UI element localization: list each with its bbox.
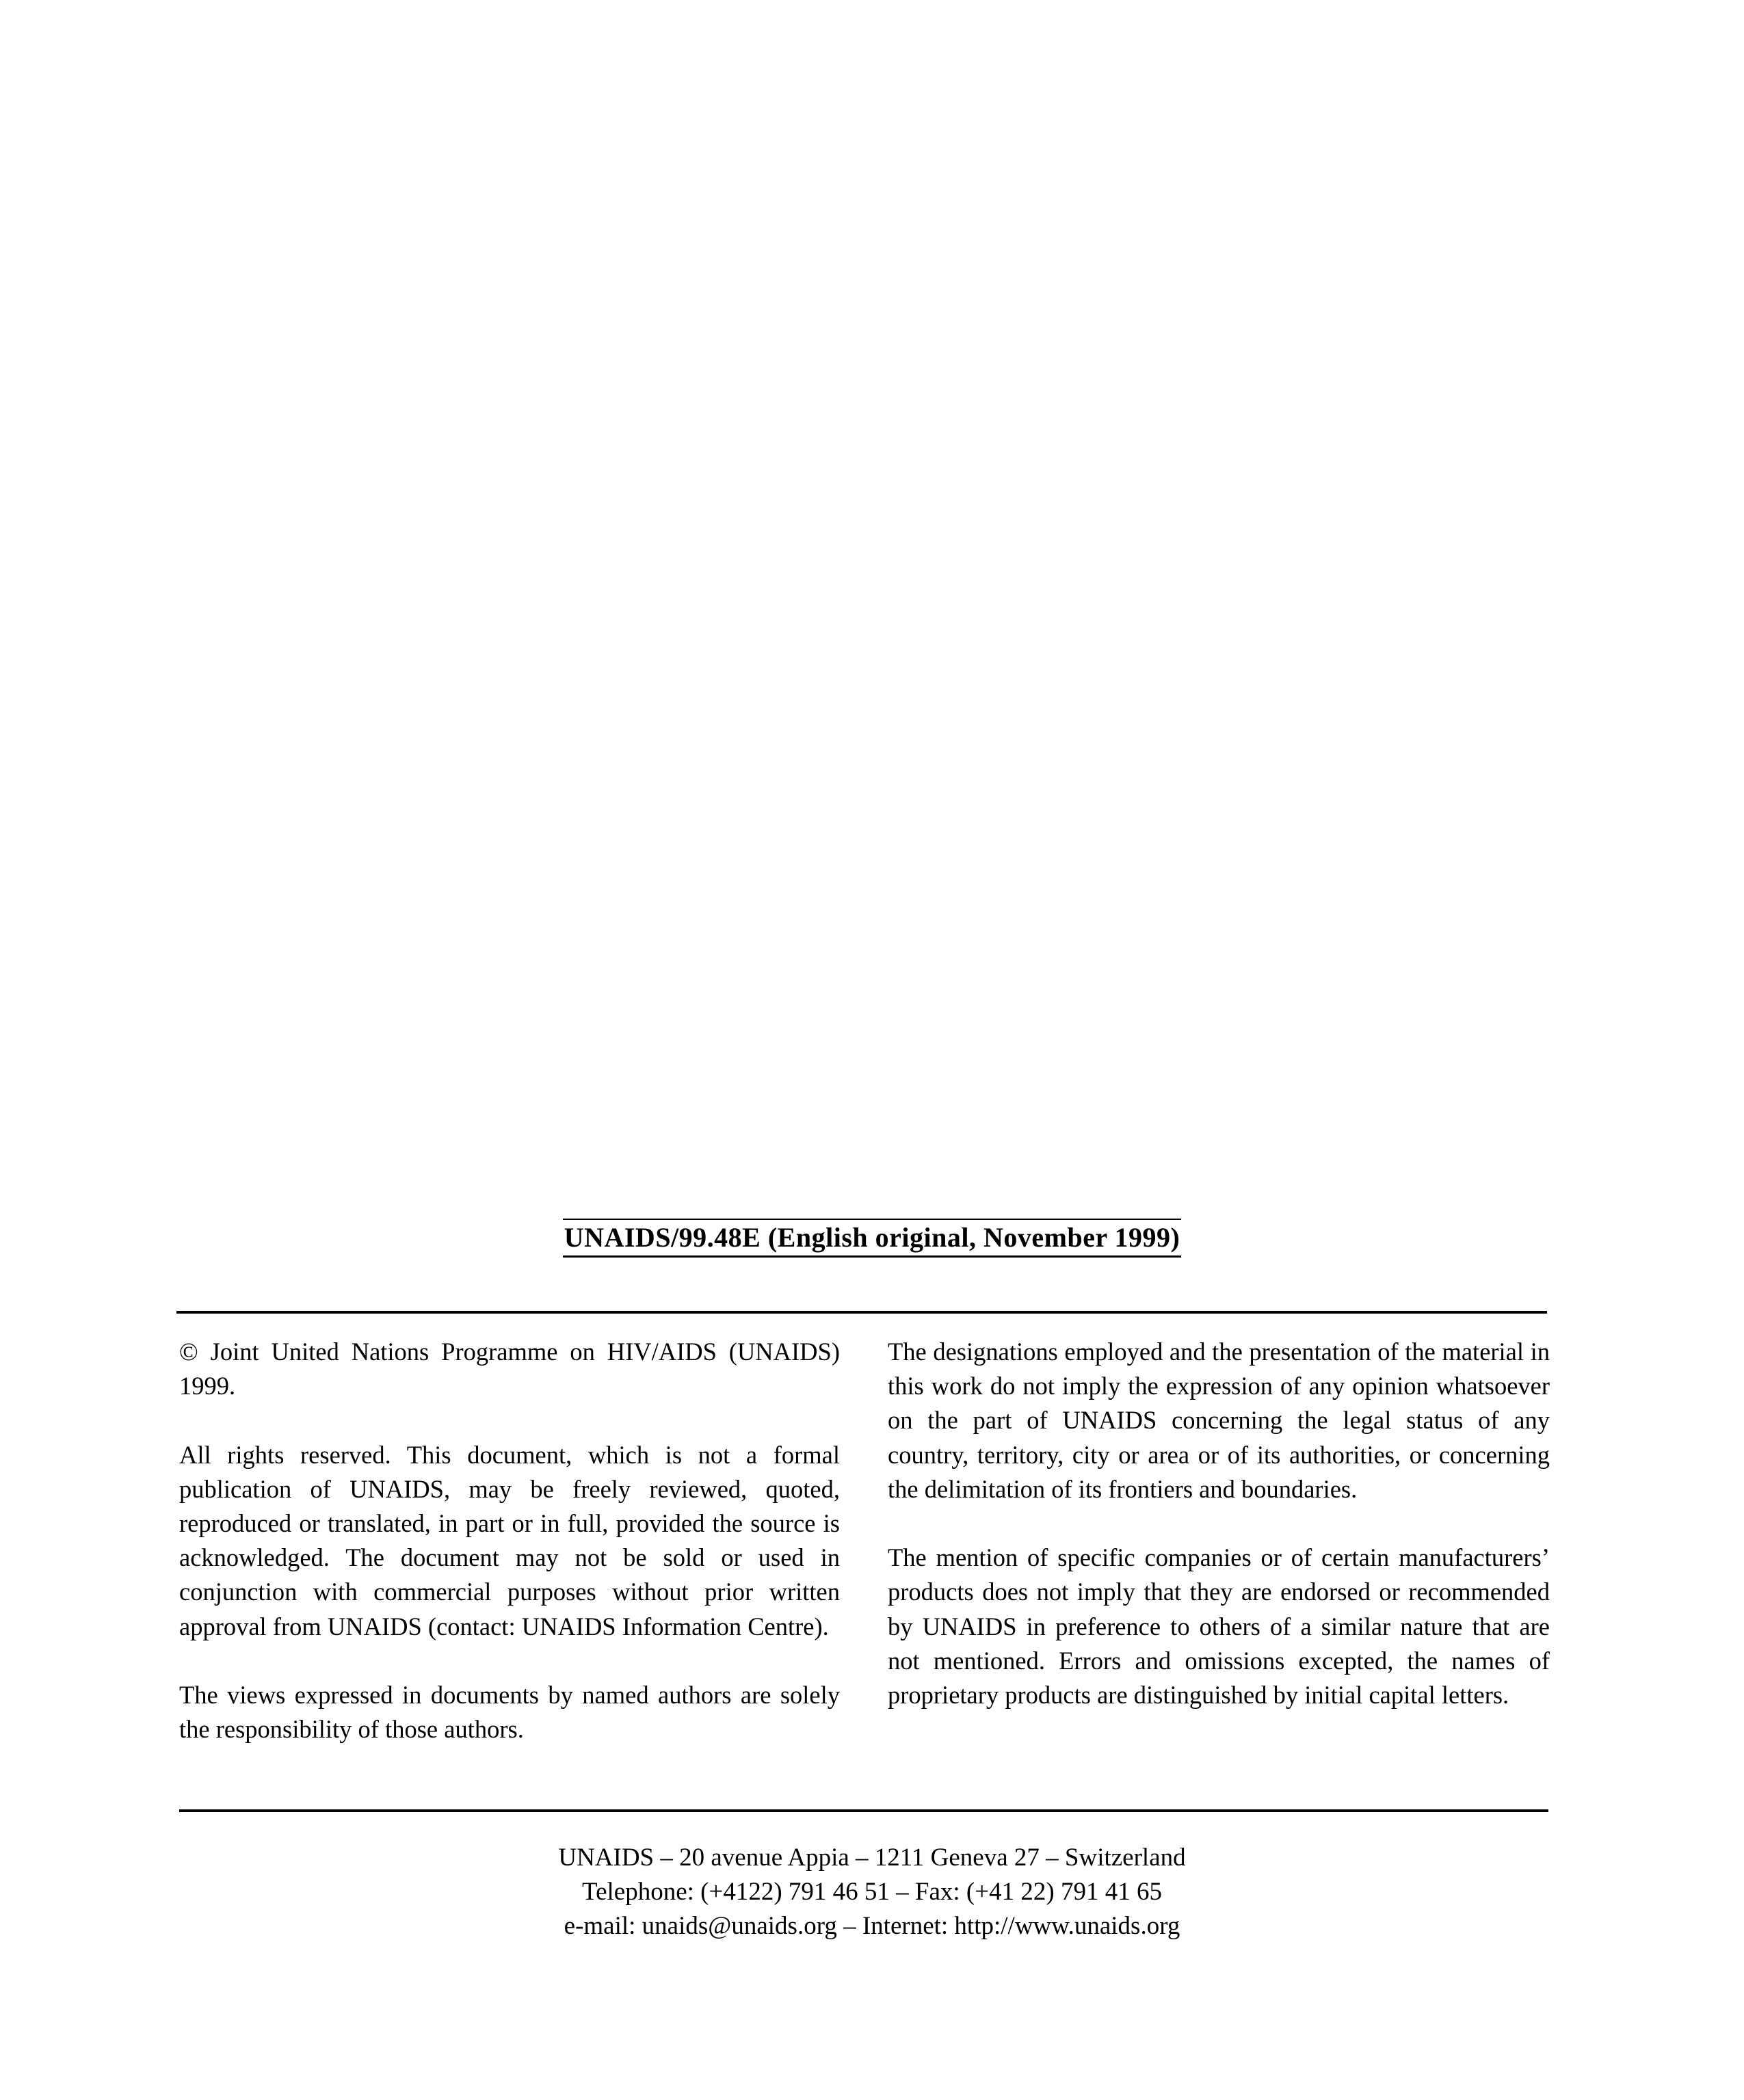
contact-address (0, 1841, 1744, 1943)
copyright-notice: © Joint United Nations Programme on HIV/AIDS (UNAIDS) 1999. (179, 1338, 840, 1400)
address-line: UNAIDS – 20 avenue Appia – 1211 Geneva 27 – Switzerland (558, 1844, 1186, 1872)
bottom-divider (179, 1809, 1548, 1812)
right-column (888, 1335, 1550, 1712)
views-disclaimer: The views expressed in documents by named authors are solely the responsibility of those authors. (179, 1681, 840, 1744)
rights-notice: All rights reserved. This document, which is not a formal publication of UNAIDS, may be freely reviewed, quoted, reproduced or translated, in part or in full, provided the source is acknowledged. The document may not be sold or used in conjunction with commercial purposes without prior written approval from UNAIDS (contact: UNAIDS Information Centre). (179, 1440, 840, 1640)
email-internet-line: e-mail: unaids@unaids.org – Internet: http://www.unaids.org (564, 1912, 1180, 1940)
document-id: UNAIDS/99.48E (English original, November 1999) (563, 1219, 1182, 1258)
top-divider (176, 1311, 1547, 1314)
phone-fax-line: Telephone: (+4122) 791 46 51 – Fax: (+41 22) 791 41 65 (582, 1878, 1162, 1906)
mention-disclaimer: The mention of specific companies or of certain manufacturers’ products does not imply that they are endorsed or recommended by UNAIDS in preference to others of a similar nature that are not mentioned. Errors and omissions excepted, the names of proprietary products are distinguished by initial capital letters. (888, 1543, 1550, 1710)
left-column (179, 1335, 840, 1746)
designations-disclaimer: The designations employed and the presentation of the material in this work do not imply the expression of any opinion whatsoever on the part of UNAIDS concerning the legal status of any country, territory, city or area or of its authorities, or concerning the delimitation of its frontiers and boundaries. (888, 1338, 1550, 1503)
document-id-wrapper (0, 1219, 1744, 1258)
